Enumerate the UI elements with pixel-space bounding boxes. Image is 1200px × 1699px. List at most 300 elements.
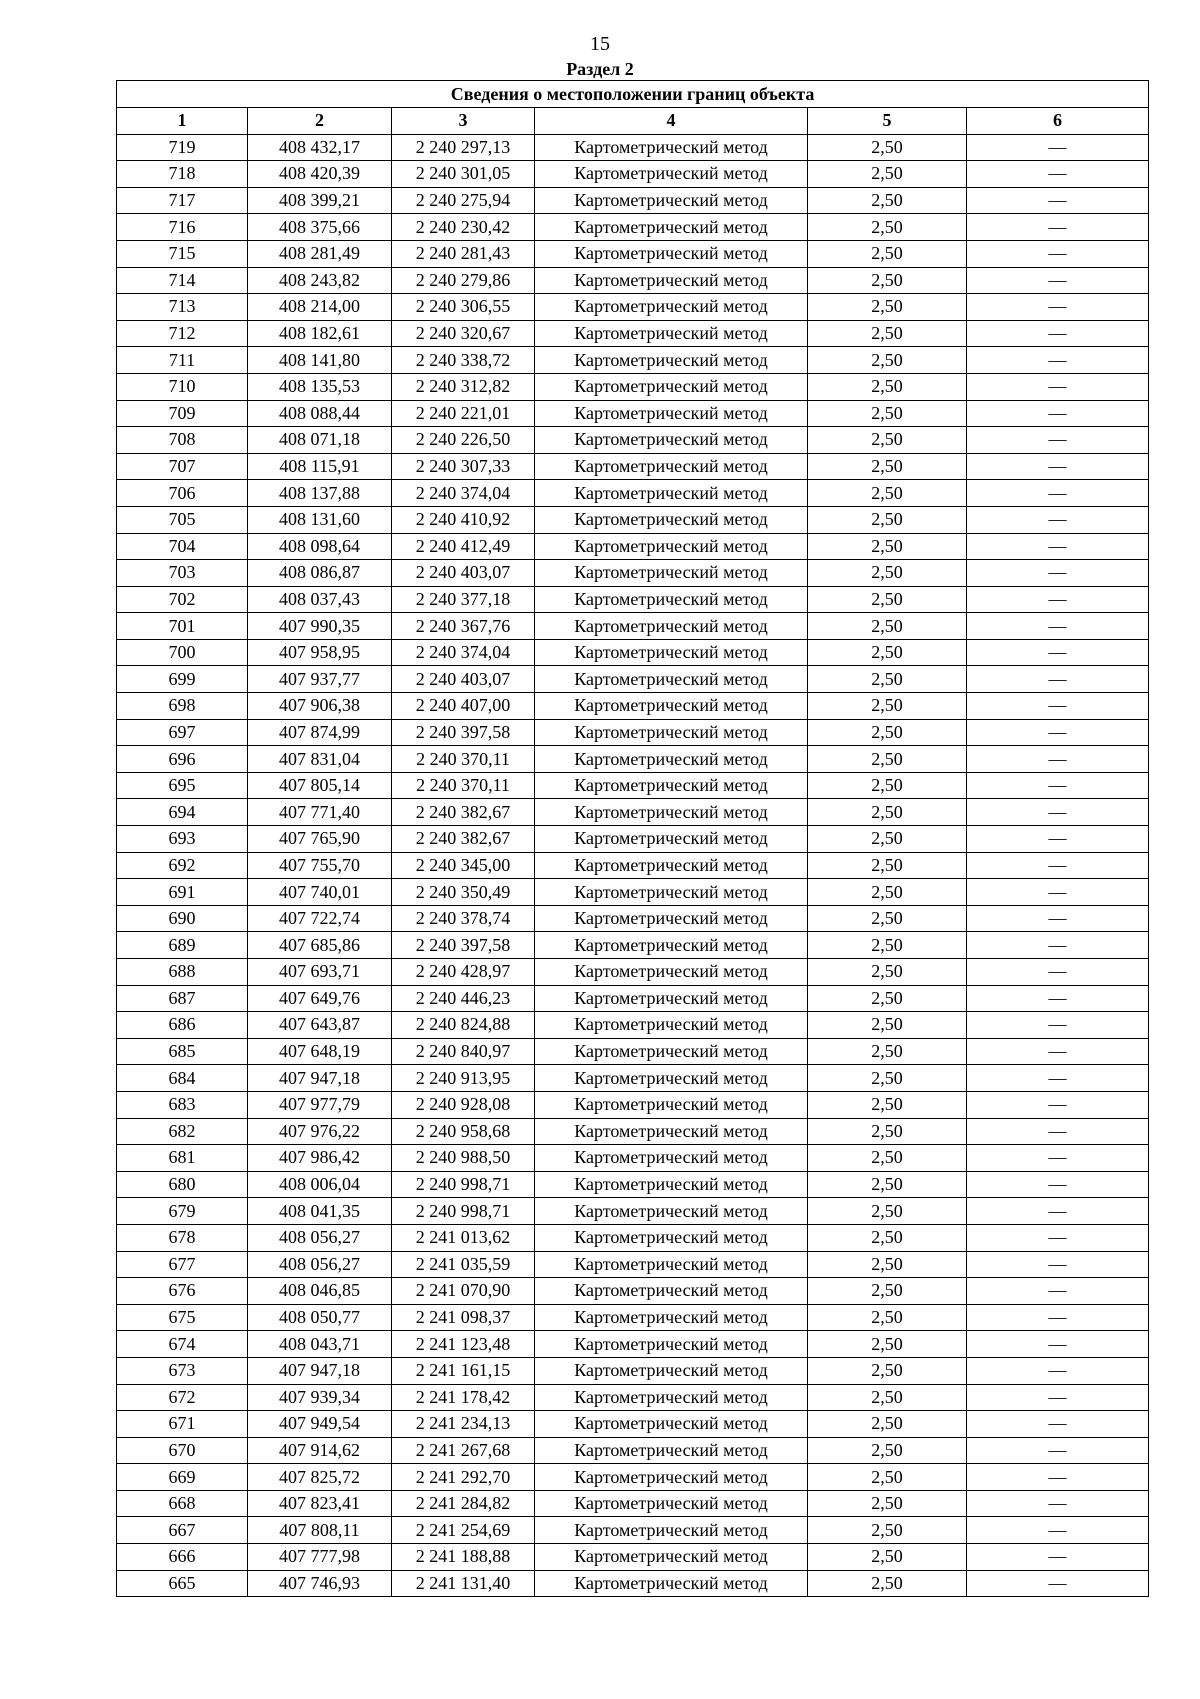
cell-accuracy: 2,50 xyxy=(808,772,967,799)
cell-description: — xyxy=(967,453,1149,480)
table-row xyxy=(117,453,1149,480)
cell-coord-x: 407 771,40 xyxy=(248,799,392,826)
cell-accuracy: 2,50 xyxy=(808,214,967,241)
cell-point-number: 702 xyxy=(117,586,248,613)
cell-method: Картометрический метод xyxy=(535,1304,808,1331)
cell-accuracy: 2,50 xyxy=(808,1304,967,1331)
cell-point-number: 712 xyxy=(117,320,248,347)
cell-point-number: 696 xyxy=(117,746,248,773)
cell-point-number: 711 xyxy=(117,347,248,374)
cell-accuracy: 2,50 xyxy=(808,1544,967,1571)
table-row xyxy=(117,985,1149,1012)
cell-coord-x: 407 648,19 xyxy=(248,1038,392,1065)
cell-method: Картометрический метод xyxy=(535,1331,808,1358)
cell-coord-y: 2 241 131,40 xyxy=(392,1570,535,1597)
cell-point-number: 709 xyxy=(117,400,248,427)
cell-coord-y: 2 240 374,04 xyxy=(392,480,535,507)
cell-coord-x: 408 141,80 xyxy=(248,347,392,374)
cell-coord-x: 408 043,71 xyxy=(248,1331,392,1358)
cell-accuracy: 2,50 xyxy=(808,427,967,454)
cell-point-number: 683 xyxy=(117,1091,248,1118)
cell-point-number: 668 xyxy=(117,1490,248,1517)
cell-accuracy: 2,50 xyxy=(808,1384,967,1411)
cell-method: Картометрический метод xyxy=(535,1118,808,1145)
cell-method: Картометрический метод xyxy=(535,746,808,773)
table-row xyxy=(117,267,1149,294)
cell-coord-y: 2 240 928,08 xyxy=(392,1091,535,1118)
table-row xyxy=(117,1411,1149,1438)
cell-method: Картометрический метод xyxy=(535,1278,808,1305)
cell-method: Картометрический метод xyxy=(535,294,808,321)
cell-point-number: 687 xyxy=(117,985,248,1012)
cell-accuracy: 2,50 xyxy=(808,506,967,533)
cell-coord-y: 2 240 275,94 xyxy=(392,187,535,214)
table-row xyxy=(117,294,1149,321)
cell-point-number: 704 xyxy=(117,533,248,560)
cell-coord-y: 2 240 301,05 xyxy=(392,161,535,188)
cell-coord-x: 407 986,42 xyxy=(248,1145,392,1172)
table-row xyxy=(117,1278,1149,1305)
table-row xyxy=(117,533,1149,560)
column-header-2: 2 xyxy=(248,108,392,135)
cell-accuracy: 2,50 xyxy=(808,373,967,400)
cell-description: — xyxy=(967,693,1149,720)
cell-point-number: 681 xyxy=(117,1145,248,1172)
cell-method: Картометрический метод xyxy=(535,639,808,666)
cell-accuracy: 2,50 xyxy=(808,719,967,746)
table-row xyxy=(117,666,1149,693)
cell-coord-y: 2 240 307,33 xyxy=(392,453,535,480)
table-row xyxy=(117,746,1149,773)
cell-point-number: 674 xyxy=(117,1331,248,1358)
cell-coord-y: 2 240 378,74 xyxy=(392,905,535,932)
cell-accuracy: 2,50 xyxy=(808,161,967,188)
cell-coord-y: 2 241 178,42 xyxy=(392,1384,535,1411)
cell-point-number: 678 xyxy=(117,1224,248,1251)
cell-coord-y: 2 240 367,76 xyxy=(392,613,535,640)
cell-coord-y: 2 240 403,07 xyxy=(392,666,535,693)
table-row xyxy=(117,1038,1149,1065)
cell-coord-y: 2 240 988,50 xyxy=(392,1145,535,1172)
cell-description: — xyxy=(967,586,1149,613)
cell-method: Картометрический метод xyxy=(535,1464,808,1491)
table-row xyxy=(117,613,1149,640)
table-row xyxy=(117,480,1149,507)
cell-accuracy: 2,50 xyxy=(808,240,967,267)
cell-coord-y: 2 240 407,00 xyxy=(392,693,535,720)
cell-method: Картометрический метод xyxy=(535,1012,808,1039)
cell-point-number: 680 xyxy=(117,1171,248,1198)
cell-accuracy: 2,50 xyxy=(808,347,967,374)
cell-method: Картометрический метод xyxy=(535,240,808,267)
cell-coord-y: 2 241 234,13 xyxy=(392,1411,535,1438)
cell-point-number: 675 xyxy=(117,1304,248,1331)
cell-description: — xyxy=(967,560,1149,587)
table-row xyxy=(117,400,1149,427)
cell-method: Картометрический метод xyxy=(535,693,808,720)
cell-accuracy: 2,50 xyxy=(808,1224,967,1251)
cell-coord-x: 407 977,79 xyxy=(248,1091,392,1118)
cell-point-number: 672 xyxy=(117,1384,248,1411)
cell-point-number: 689 xyxy=(117,932,248,959)
cell-coord-x: 407 990,35 xyxy=(248,613,392,640)
cell-coord-y: 2 240 998,71 xyxy=(392,1171,535,1198)
cell-point-number: 685 xyxy=(117,1038,248,1065)
cell-coord-y: 2 240 226,50 xyxy=(392,427,535,454)
cell-description: — xyxy=(967,852,1149,879)
cell-method: Картометрический метод xyxy=(535,879,808,906)
cell-accuracy: 2,50 xyxy=(808,879,967,906)
cell-accuracy: 2,50 xyxy=(808,1437,967,1464)
cell-description: — xyxy=(967,294,1149,321)
cell-description: — xyxy=(967,400,1149,427)
cell-description: — xyxy=(967,161,1149,188)
cell-coord-x: 408 006,04 xyxy=(248,1171,392,1198)
cell-method: Картометрический метод xyxy=(535,453,808,480)
cell-coord-x: 407 685,86 xyxy=(248,932,392,959)
table-title-row xyxy=(117,81,1149,108)
cell-description: — xyxy=(967,1091,1149,1118)
cell-method: Картометрический метод xyxy=(535,1091,808,1118)
cell-method: Картометрический метод xyxy=(535,985,808,1012)
cell-coord-x: 408 432,17 xyxy=(248,134,392,161)
cell-method: Картометрический метод xyxy=(535,347,808,374)
cell-description: — xyxy=(967,427,1149,454)
cell-coord-y: 2 240 958,68 xyxy=(392,1118,535,1145)
cell-coord-x: 407 805,14 xyxy=(248,772,392,799)
cell-coord-y: 2 240 374,04 xyxy=(392,639,535,666)
cell-coord-x: 407 777,98 xyxy=(248,1544,392,1571)
cell-accuracy: 2,50 xyxy=(808,586,967,613)
cell-accuracy: 2,50 xyxy=(808,1278,967,1305)
cell-method: Картометрический метод xyxy=(535,506,808,533)
cell-coord-y: 2 240 840,97 xyxy=(392,1038,535,1065)
cell-accuracy: 2,50 xyxy=(808,639,967,666)
cell-point-number: 708 xyxy=(117,427,248,454)
cell-accuracy: 2,50 xyxy=(808,985,967,1012)
cell-description: — xyxy=(967,746,1149,773)
cell-coord-x: 408 243,82 xyxy=(248,267,392,294)
cell-coord-x: 407 947,18 xyxy=(248,1065,392,1092)
cell-method: Картометрический метод xyxy=(535,1198,808,1225)
column-header-4: 4 xyxy=(535,108,808,135)
cell-method: Картометрический метод xyxy=(535,1357,808,1384)
table-row xyxy=(117,1357,1149,1384)
cell-description: — xyxy=(967,1304,1149,1331)
table-row xyxy=(117,214,1149,241)
cell-description: — xyxy=(967,134,1149,161)
cell-description: — xyxy=(967,826,1149,853)
cell-accuracy: 2,50 xyxy=(808,613,967,640)
cell-coord-x: 407 825,72 xyxy=(248,1464,392,1491)
cell-description: — xyxy=(967,1331,1149,1358)
cell-accuracy: 2,50 xyxy=(808,134,967,161)
cell-description: — xyxy=(967,613,1149,640)
cell-point-number: 699 xyxy=(117,666,248,693)
table-row xyxy=(117,1198,1149,1225)
table-row xyxy=(117,719,1149,746)
cell-coord-y: 2 240 382,67 xyxy=(392,826,535,853)
table-row xyxy=(117,427,1149,454)
cell-description: — xyxy=(967,533,1149,560)
cell-point-number: 701 xyxy=(117,613,248,640)
cell-coord-y: 2 241 035,59 xyxy=(392,1251,535,1278)
table-row xyxy=(117,320,1149,347)
cell-coord-x: 408 182,61 xyxy=(248,320,392,347)
table-row xyxy=(117,1251,1149,1278)
cell-point-number: 693 xyxy=(117,826,248,853)
cell-method: Картометрический метод xyxy=(535,586,808,613)
cell-coord-y: 2 241 284,82 xyxy=(392,1490,535,1517)
table-row xyxy=(117,1331,1149,1358)
cell-description: — xyxy=(967,719,1149,746)
table-row xyxy=(117,772,1149,799)
cell-coord-y: 2 241 070,90 xyxy=(392,1278,535,1305)
cell-coord-x: 408 131,60 xyxy=(248,506,392,533)
cell-method: Картометрический метод xyxy=(535,214,808,241)
cell-description: — xyxy=(967,320,1149,347)
cell-method: Картометрический метод xyxy=(535,666,808,693)
cell-description: — xyxy=(967,506,1149,533)
cell-accuracy: 2,50 xyxy=(808,826,967,853)
cell-method: Картометрический метод xyxy=(535,1038,808,1065)
table-body xyxy=(117,134,1149,1597)
cell-method: Картометрический метод xyxy=(535,1570,808,1597)
cell-description: — xyxy=(967,1012,1149,1039)
cell-coord-y: 2 241 123,48 xyxy=(392,1331,535,1358)
cell-description: — xyxy=(967,480,1149,507)
cell-accuracy: 2,50 xyxy=(808,533,967,560)
cell-coord-y: 2 240 370,11 xyxy=(392,746,535,773)
cell-method: Картометрический метод xyxy=(535,533,808,560)
cell-point-number: 677 xyxy=(117,1251,248,1278)
cell-coord-x: 408 056,27 xyxy=(248,1224,392,1251)
cell-description: — xyxy=(967,347,1149,374)
cell-coord-x: 408 041,35 xyxy=(248,1198,392,1225)
cell-coord-x: 407 831,04 xyxy=(248,746,392,773)
table-row xyxy=(117,1145,1149,1172)
cell-description: — xyxy=(967,1411,1149,1438)
cell-method: Картометрический метод xyxy=(535,932,808,959)
cell-method: Картометрический метод xyxy=(535,187,808,214)
cell-method: Картометрический метод xyxy=(535,373,808,400)
cell-point-number: 671 xyxy=(117,1411,248,1438)
cell-description: — xyxy=(967,799,1149,826)
cell-method: Картометрический метод xyxy=(535,1145,808,1172)
cell-accuracy: 2,50 xyxy=(808,1251,967,1278)
cell-coord-y: 2 240 306,55 xyxy=(392,294,535,321)
cell-coord-x: 407 937,77 xyxy=(248,666,392,693)
cell-coord-y: 2 240 410,92 xyxy=(392,506,535,533)
table-row xyxy=(117,852,1149,879)
cell-accuracy: 2,50 xyxy=(808,187,967,214)
cell-point-number: 700 xyxy=(117,639,248,666)
cell-coord-x: 407 906,38 xyxy=(248,693,392,720)
cell-description: — xyxy=(967,1464,1149,1491)
cell-point-number: 697 xyxy=(117,719,248,746)
cell-coord-y: 2 240 338,72 xyxy=(392,347,535,374)
column-header-3: 3 xyxy=(392,108,535,135)
table-row xyxy=(117,799,1149,826)
cell-description: — xyxy=(967,1118,1149,1145)
cell-coord-y: 2 240 221,01 xyxy=(392,400,535,427)
cell-point-number: 690 xyxy=(117,905,248,932)
cell-coord-x: 408 214,00 xyxy=(248,294,392,321)
cell-accuracy: 2,50 xyxy=(808,1012,967,1039)
cell-coord-x: 408 115,91 xyxy=(248,453,392,480)
cell-accuracy: 2,50 xyxy=(808,1091,967,1118)
cell-method: Картометрический метод xyxy=(535,1411,808,1438)
table-row xyxy=(117,373,1149,400)
table-row xyxy=(117,1437,1149,1464)
cell-coord-x: 407 722,74 xyxy=(248,905,392,932)
table-title: Сведения о местоположении границ объекта xyxy=(117,81,1149,108)
cell-coord-y: 2 240 446,23 xyxy=(392,985,535,1012)
cell-point-number: 673 xyxy=(117,1357,248,1384)
cell-accuracy: 2,50 xyxy=(808,1570,967,1597)
cell-description: — xyxy=(967,373,1149,400)
cell-accuracy: 2,50 xyxy=(808,400,967,427)
cell-accuracy: 2,50 xyxy=(808,1411,967,1438)
column-header-5: 5 xyxy=(808,108,967,135)
cell-coord-y: 2 240 350,49 xyxy=(392,879,535,906)
cell-point-number: 713 xyxy=(117,294,248,321)
cell-description: — xyxy=(967,1145,1149,1172)
cell-method: Картометрический метод xyxy=(535,1224,808,1251)
cell-method: Картометрический метод xyxy=(535,267,808,294)
cell-accuracy: 2,50 xyxy=(808,1464,967,1491)
cell-coord-y: 2 240 370,11 xyxy=(392,772,535,799)
cell-coord-y: 2 240 320,67 xyxy=(392,320,535,347)
cell-accuracy: 2,50 xyxy=(808,1038,967,1065)
table-row xyxy=(117,932,1149,959)
table-row xyxy=(117,1490,1149,1517)
table-row xyxy=(117,586,1149,613)
cell-description: — xyxy=(967,639,1149,666)
cell-method: Картометрический метод xyxy=(535,826,808,853)
cell-coord-y: 2 241 292,70 xyxy=(392,1464,535,1491)
cell-accuracy: 2,50 xyxy=(808,560,967,587)
cell-accuracy: 2,50 xyxy=(808,852,967,879)
cell-accuracy: 2,50 xyxy=(808,905,967,932)
cell-method: Картометрический метод xyxy=(535,427,808,454)
cell-coord-x: 408 086,87 xyxy=(248,560,392,587)
cell-method: Картометрический метод xyxy=(535,959,808,986)
cell-coord-y: 2 241 013,62 xyxy=(392,1224,535,1251)
cell-description: — xyxy=(967,959,1149,986)
cell-coord-x: 408 137,88 xyxy=(248,480,392,507)
cell-method: Картометрический метод xyxy=(535,799,808,826)
cell-method: Картометрический метод xyxy=(535,1490,808,1517)
cell-description: — xyxy=(967,1065,1149,1092)
cell-coord-y: 2 240 312,82 xyxy=(392,373,535,400)
table-row xyxy=(117,1464,1149,1491)
cell-coord-x: 407 958,95 xyxy=(248,639,392,666)
cell-coord-x: 408 098,64 xyxy=(248,533,392,560)
cell-point-number: 694 xyxy=(117,799,248,826)
table-row xyxy=(117,1012,1149,1039)
cell-point-number: 682 xyxy=(117,1118,248,1145)
cell-coord-x: 407 939,34 xyxy=(248,1384,392,1411)
table-row xyxy=(117,1065,1149,1092)
cell-description: — xyxy=(967,1224,1149,1251)
cell-coord-x: 408 046,85 xyxy=(248,1278,392,1305)
cell-coord-y: 2 240 913,95 xyxy=(392,1065,535,1092)
cell-point-number: 718 xyxy=(117,161,248,188)
cell-accuracy: 2,50 xyxy=(808,959,967,986)
cell-accuracy: 2,50 xyxy=(808,1171,967,1198)
cell-description: — xyxy=(967,1517,1149,1544)
table-row xyxy=(117,134,1149,161)
table-row xyxy=(117,693,1149,720)
cell-coord-x: 408 088,44 xyxy=(248,400,392,427)
cell-description: — xyxy=(967,267,1149,294)
cell-description: — xyxy=(967,214,1149,241)
cell-accuracy: 2,50 xyxy=(808,1517,967,1544)
cell-accuracy: 2,50 xyxy=(808,693,967,720)
table-row xyxy=(117,1304,1149,1331)
column-header-1: 1 xyxy=(117,108,248,135)
cell-coord-x: 407 947,18 xyxy=(248,1357,392,1384)
cell-coord-x: 407 765,90 xyxy=(248,826,392,853)
cell-method: Картометрический метод xyxy=(535,1251,808,1278)
cell-description: — xyxy=(967,187,1149,214)
cell-point-number: 670 xyxy=(117,1437,248,1464)
cell-coord-y: 2 241 267,68 xyxy=(392,1437,535,1464)
cell-point-number: 666 xyxy=(117,1544,248,1571)
cell-method: Картометрический метод xyxy=(535,1437,808,1464)
table-row xyxy=(117,639,1149,666)
column-header-6: 6 xyxy=(967,108,1149,135)
cell-point-number: 716 xyxy=(117,214,248,241)
table-row xyxy=(117,905,1149,932)
cell-description: — xyxy=(967,666,1149,693)
cell-description: — xyxy=(967,1490,1149,1517)
cell-point-number: 706 xyxy=(117,480,248,507)
section-title: Раздел 2 xyxy=(566,59,634,79)
cell-coord-x: 407 808,11 xyxy=(248,1517,392,1544)
cell-description: — xyxy=(967,1278,1149,1305)
cell-method: Картометрический метод xyxy=(535,905,808,932)
cell-coord-x: 407 693,71 xyxy=(248,959,392,986)
cell-coord-y: 2 240 428,97 xyxy=(392,959,535,986)
cell-accuracy: 2,50 xyxy=(808,746,967,773)
cell-method: Картометрический метод xyxy=(535,1517,808,1544)
cell-method: Картометрический метод xyxy=(535,400,808,427)
cell-accuracy: 2,50 xyxy=(808,932,967,959)
table-row xyxy=(117,1570,1149,1597)
table-row xyxy=(117,560,1149,587)
cell-description: — xyxy=(967,1171,1149,1198)
cell-coord-x: 408 037,43 xyxy=(248,586,392,613)
cell-coord-x: 408 135,53 xyxy=(248,373,392,400)
coordinates-table xyxy=(116,80,1149,1597)
table-row xyxy=(117,1171,1149,1198)
cell-coord-y: 2 240 377,18 xyxy=(392,586,535,613)
cell-method: Картометрический метод xyxy=(535,1065,808,1092)
cell-coord-x: 407 649,76 xyxy=(248,985,392,1012)
cell-method: Картометрический метод xyxy=(535,480,808,507)
table-row xyxy=(117,959,1149,986)
cell-coord-x: 408 281,49 xyxy=(248,240,392,267)
cell-description: — xyxy=(967,932,1149,959)
table-row xyxy=(117,1091,1149,1118)
cell-coord-x: 407 643,87 xyxy=(248,1012,392,1039)
cell-coord-x: 407 746,93 xyxy=(248,1570,392,1597)
cell-point-number: 669 xyxy=(117,1464,248,1491)
cell-point-number: 688 xyxy=(117,959,248,986)
cell-accuracy: 2,50 xyxy=(808,1145,967,1172)
